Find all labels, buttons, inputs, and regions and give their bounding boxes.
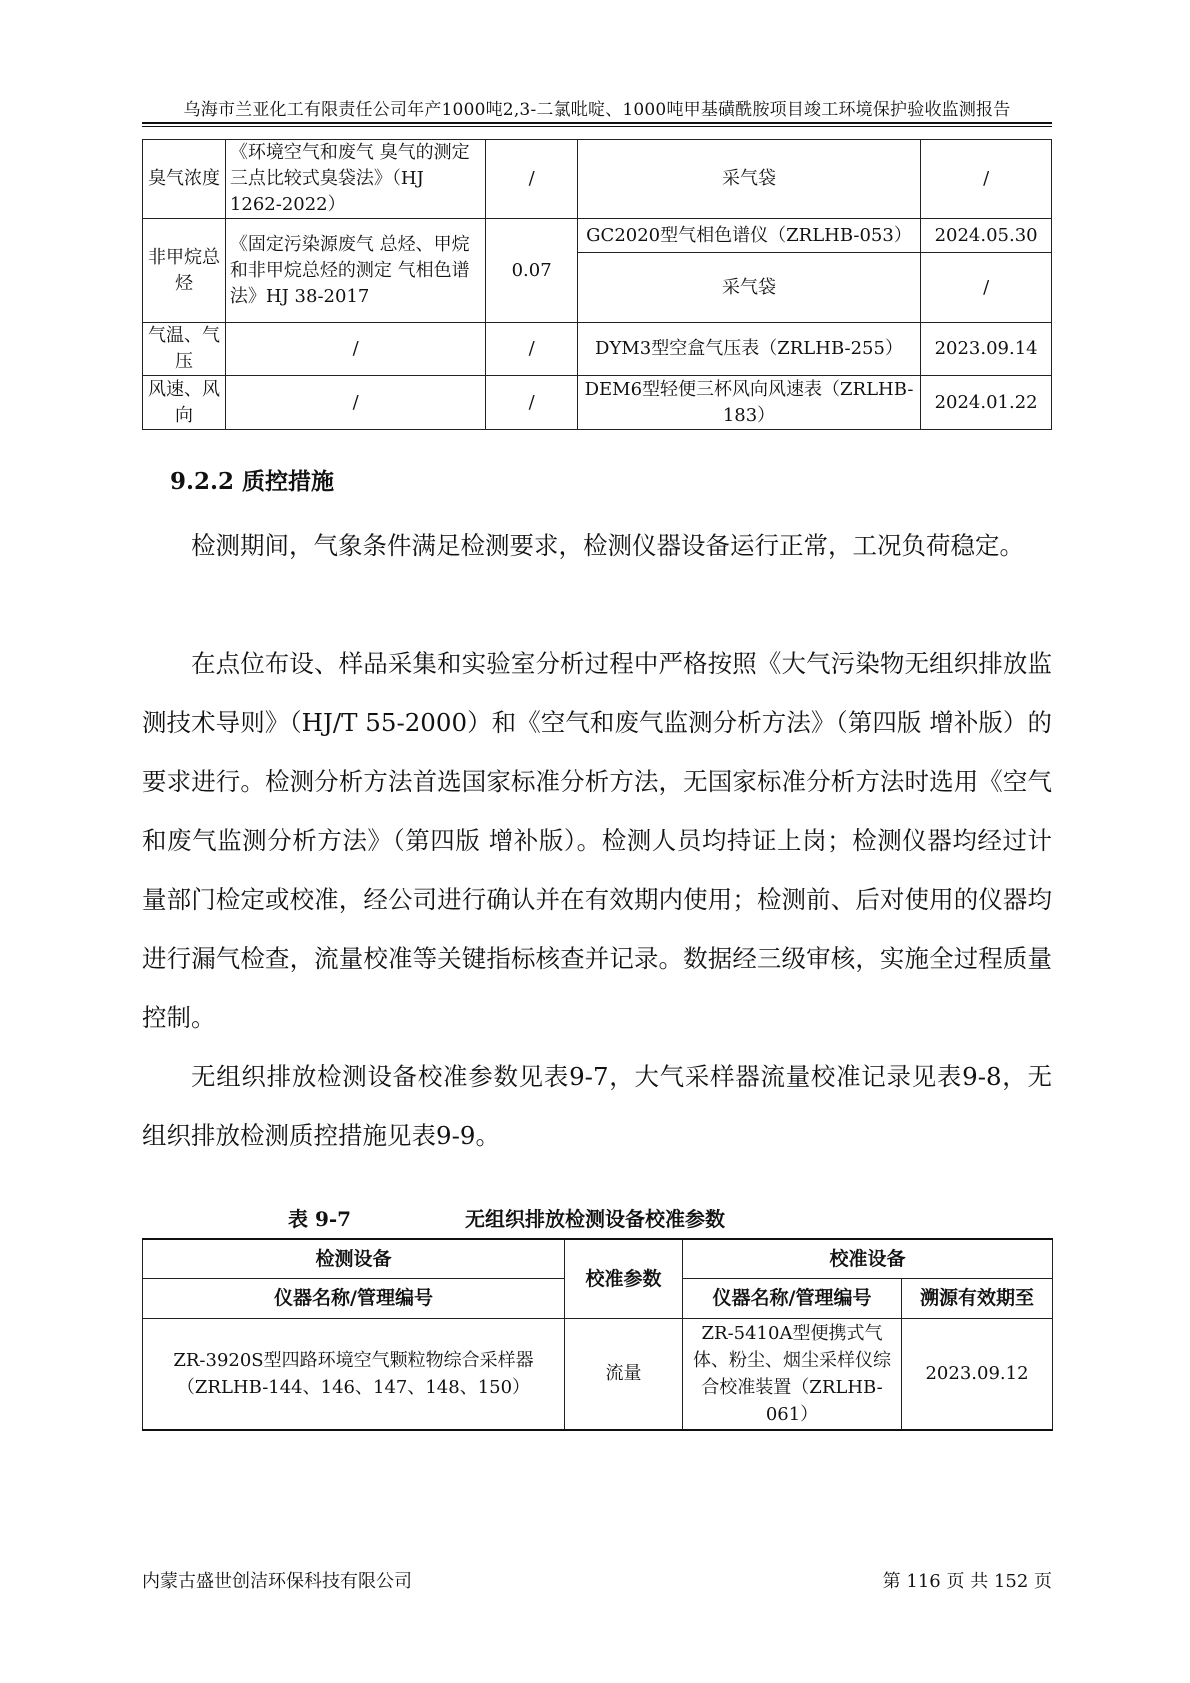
item-cell: 臭气浓度 — [143, 140, 226, 219]
method-cell: / — [225, 376, 485, 430]
section-title: 9.2.2 质控措施 — [170, 468, 335, 495]
table-caption-number: 表 9-7 — [288, 1207, 352, 1231]
method-cell: / — [225, 323, 485, 376]
item-cell: 风速、风向 — [143, 376, 226, 430]
header-calib: 校准设备 — [683, 1239, 1053, 1278]
footer-page-number: 第 116 页 共 152 页 — [882, 1571, 1052, 1592]
instrument-cell: 采气袋 — [577, 253, 920, 323]
instrument-cell: GC2020型气相色谱仪（ZRLHB-053） — [577, 219, 920, 253]
valid-cell: / — [921, 140, 1052, 219]
instrument-cell: 采气袋 — [577, 140, 920, 219]
method-instrument-table — [142, 139, 1052, 430]
table-row — [143, 1318, 1053, 1430]
valid-cell: / — [921, 253, 1052, 323]
header-param: 校准参数 — [565, 1239, 683, 1318]
header-name: 仪器名称/管理编号 — [683, 1278, 902, 1318]
footer-company: 内蒙古盛世创洁环保科技有限公司 — [142, 1571, 412, 1592]
limit-cell: 0.07 — [486, 219, 577, 323]
limit-cell: / — [486, 323, 577, 376]
method-cell: 《固定污染源废气 总烃、甲烷和非甲烷总烃的测定 气相色谱法》HJ 38-2017 — [225, 219, 485, 323]
report-header: 乌海市兰亚化工有限责任公司年产1000吨2,3-二氯吡啶、1000吨甲基磺酰胺项目竣工环境保护验收监测报告 — [183, 100, 1011, 120]
header-device: 检测设备 — [143, 1239, 565, 1278]
valid-cell: 2024.01.22 — [921, 376, 1052, 430]
paragraph-2: 在点位布设、样品采集和实验室分析过程中严格按照《大气污染物无组织排放监测技术导则》（HJ/T 55-2000）和《空气和废气监测分析方法》（第四版 增补版）的要求进行。检测分析方法首选国家标准分析方法，无国家标准分析方法时选用《空气和废气监测分析方法》（第四版 增补版）。检测人员均持证上岗；检测仪器均经过计量部门检定或校准，经公司进行确认并在有效期内使用；检测前、后对使用的仪器均进行漏气检查，流量校准等关键指标核查并记录。数据经三级审核，实施全过程质量控制。 — [142, 649, 1052, 1032]
limit-cell: / — [486, 140, 577, 219]
instrument-cell: DEM6型轻便三杯风向风速表（ZRLHB-183） — [577, 376, 920, 430]
header-rule — [142, 122, 1052, 127]
item-cell: 气温、气压 — [143, 323, 226, 376]
table-row — [143, 219, 1052, 253]
instrument-cell: DYM3型空盒气压表（ZRLHB-255） — [577, 323, 920, 376]
device-cell: ZR-3920S型四路环境空气颗粒物综合采样器（ZRLHB-144、146、147、148、150） — [143, 1318, 565, 1430]
paragraph-1: 检测期间，气象条件满足检测要求，检测仪器设备运行正常，工况负荷稳定。 — [191, 531, 1024, 560]
table-row — [143, 323, 1052, 376]
header-name: 仪器名称/管理编号 — [143, 1278, 565, 1318]
header-valid: 溯源有效期至 — [902, 1278, 1053, 1318]
table-caption-title: 无组织排放检测设备校准参数 — [465, 1207, 725, 1231]
calib-device-cell: ZR-5410A型便携式气体、粉尘、烟尘采样仪综合校准装置（ZRLHB-061） — [683, 1318, 902, 1430]
valid-cell: 2024.05.30 — [921, 219, 1052, 253]
table-header-row — [143, 1239, 1053, 1278]
calibration-table — [142, 1238, 1053, 1431]
valid-cell: 2023.09.14 — [921, 323, 1052, 376]
paragraph-3: 无组织排放检测设备校准参数见表9-7，大气采样器流量校准记录见表9-8，无组织排放检测质控措施见表9-9。 — [142, 1062, 1052, 1150]
param-cell: 流量 — [565, 1318, 683, 1430]
method-cell: 《环境空气和废气 臭气的测定 三点比较式臭袋法》（HJ 1262-2022） — [225, 140, 485, 219]
item-cell: 非甲烷总烃 — [143, 219, 226, 323]
limit-cell: / — [486, 376, 577, 430]
valid-cell: 2023.09.12 — [902, 1318, 1053, 1430]
table-row — [143, 376, 1052, 430]
table-row — [143, 140, 1052, 219]
